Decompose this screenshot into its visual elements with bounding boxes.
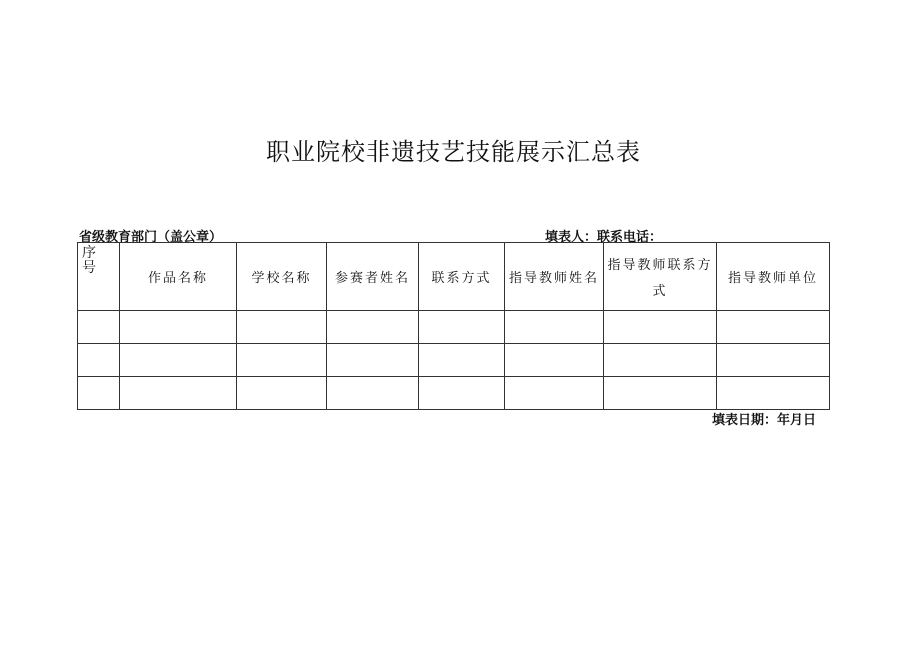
table-row (78, 311, 830, 344)
table-cell (78, 377, 120, 410)
table-cell (604, 344, 717, 377)
fill-date-label: 填表日期：年月日 (712, 413, 817, 428)
table-cell (78, 311, 120, 344)
table-cell (717, 377, 830, 410)
table-cell (120, 311, 237, 344)
header-participant-name: 参赛者姓名 (327, 243, 419, 311)
phone-label: 联系电话： (597, 230, 663, 245)
table-cell (419, 344, 505, 377)
table-row (78, 377, 830, 410)
table-cell (237, 344, 327, 377)
table-header-row (78, 243, 830, 311)
table-cell (505, 311, 604, 344)
header-teacher-unit: 指导教师单位 (717, 243, 830, 311)
table-cell (327, 377, 419, 410)
header-teacher-contact: 指导教师联系方式 (604, 243, 717, 311)
department-label: 省级教育部门 (79, 230, 158, 245)
table-cell (237, 311, 327, 344)
table-cell (717, 311, 830, 344)
table-cell (327, 311, 419, 344)
header-seq: 序号 (78, 243, 120, 311)
filler-label: 填表人： (545, 230, 598, 245)
header-work-name: 作品名称 (120, 243, 237, 311)
table-cell (419, 377, 505, 410)
table-cell (120, 344, 237, 377)
table-cell (505, 377, 604, 410)
document-title: 职业院校非遗技艺技能展示汇总表 (266, 138, 641, 166)
table-cell (604, 311, 717, 344)
header-contact: 联系方式 (419, 243, 505, 311)
table-cell (604, 377, 717, 410)
table-cell (78, 344, 120, 377)
table-cell (505, 344, 604, 377)
table-cell (237, 377, 327, 410)
table-cell (120, 377, 237, 410)
header-teacher-name: 指导教师姓名 (505, 243, 604, 311)
stamp-label: （盖公章） (157, 230, 223, 245)
table-row (78, 344, 830, 377)
table-cell (717, 344, 830, 377)
summary-table (77, 242, 830, 410)
table-cell (327, 344, 419, 377)
header-school-name: 学校名称 (237, 243, 327, 311)
table-cell (419, 311, 505, 344)
